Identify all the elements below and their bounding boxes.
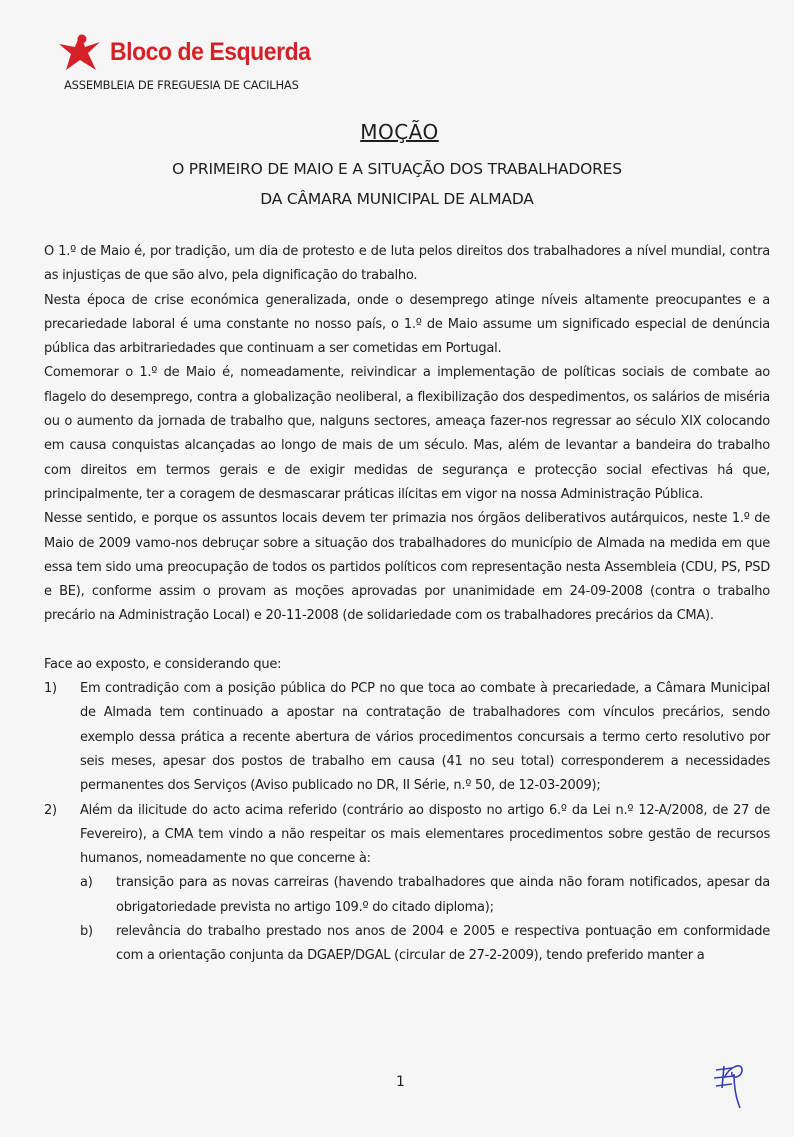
subtitle-line-1: O PRIMEIRO DE MAIO E A SITUAÇÃO DOS TRABALHADORES (172, 160, 622, 178)
sub-list-text: relevância do trabalho prestado nos anos de 2004 e 2005 e respectiva pontuação em conformidade com a orientação conjunta da DGAEP/DGAL (circular de 27-2-2009), tendo preferido manter a (116, 924, 770, 964)
list-item (44, 799, 770, 872)
spacer (44, 629, 770, 653)
logo (58, 32, 328, 72)
list-number: 2) (44, 802, 57, 818)
assembly-name: ASSEMBLEIA DE FREGUESIA DE CACILHAS (64, 78, 299, 92)
sub-list-item (80, 920, 770, 969)
page-title: MOÇÃO (360, 120, 439, 144)
sub-list-item (80, 871, 770, 920)
list-number: 1) (44, 681, 57, 697)
subtitle-line-2: DA CÂMARA MUNICIPAL DE ALMADA (260, 190, 534, 208)
brand-name: Bloco de Esquerda (110, 37, 311, 66)
sub-list-letter: a) (80, 875, 93, 891)
red-star-figure-icon (58, 32, 102, 72)
list-item (44, 677, 770, 798)
intro-text: Face ao exposto, e considerando que: (44, 656, 282, 672)
list-text: Além da ilicitude do acto acima referido (contrário ao disposto no artigo 6.º da Lei n.º 12-A/2008, de 27 de Fevereiro), a CMA tem vindo a não respeitar os mais elementares procedimentos sobre gestão de recursos humanos, nomeadamente no que concerne à: (80, 802, 770, 867)
handwritten-initials-icon (712, 1058, 748, 1110)
document-body (44, 240, 770, 969)
sub-list-letter: b) (80, 924, 93, 940)
paragraph: Comemorar o 1.º de Maio é, nomeadamente, reivindicar a implementação de políticas sociais de combate ao flagelo do desemprego, contra a globalização neoliberal, a flexibilização dos despedimentos, os salários de miséria ou o aumento da jornada de trabalho que, nalguns sectores, ameaça fazer-nos regressar ao século XIX colocando em causa conquistas alcançadas ao longo de mais de um século. Mas, além de levantar a bandeira do trabalho com direitos em termos gerais e de exigir medidas de segurança e protecção social efectivas há que, principalmente, ter a coragem de desmascarar práticas ilícitas em vigor na nossa Administração Pública. (44, 365, 770, 502)
list-text: Em contradição com a posição pública do PCP no que toca ao combate à precariedade, a Câmara Municipal de Almada tem continuado a apostar na contratação de trabalhadores com vínculos precários, sendo exemplo dessa prática a recente abertura de vários procedimentos concursais a termo certo resolutivo por seis meses, apesar dos postos de trabalho em causa (41 no seu total) corresponderem a necessidades permanentes dos Serviços (Aviso publicado no DR, II Série, n.º 50, de 12-03-2009); (80, 681, 770, 794)
letterhead (58, 32, 328, 92)
page-number: 1 (396, 1074, 405, 1090)
paragraph: Nesse sentido, e porque os assuntos locais devem ter primazia nos órgãos deliberativos autárquicos, neste 1.º de Maio de 2009 vamo-nos debruçar sobre a situação dos trabalhadores do município de Almada na medida em que essa tem sido uma preocupação de todos os partidos políticos com representação nesta Assembleia (CDU, PS, PSD e BE), conforme assim o provam as moções aprovadas por unanimidade em 24-09-2008 (contra o trabalho precário na Administração Local) e 20-11-2008 (de solidariedade com os trabalhadores precários da CMA). (44, 511, 770, 624)
document-titles (0, 120, 794, 214)
sub-list-text: transição para as novas carreiras (havendo trabalhadores que ainda não foram notificados, apesar da obrigatoriedade prevista no artigo 109.º do citado diploma); (116, 875, 770, 915)
subtitle (0, 154, 794, 214)
paragraph: O 1.º de Maio é, por tradição, um dia de protesto e de luta pelos direitos dos trabalhadores a nível mundial, contra as injustiças de que são alvo, pela dignificação do trabalho. (44, 244, 770, 284)
paragraph: Nesta época de crise económica generalizada, onde o desemprego atinge níveis altamente preocupantes e a precariedade laboral é uma constante no nosso país, o 1.º de Maio assume um significado especial de denúncia pública das arbitrariedades que continuam a ser cometidas em Portugal. (44, 292, 770, 357)
